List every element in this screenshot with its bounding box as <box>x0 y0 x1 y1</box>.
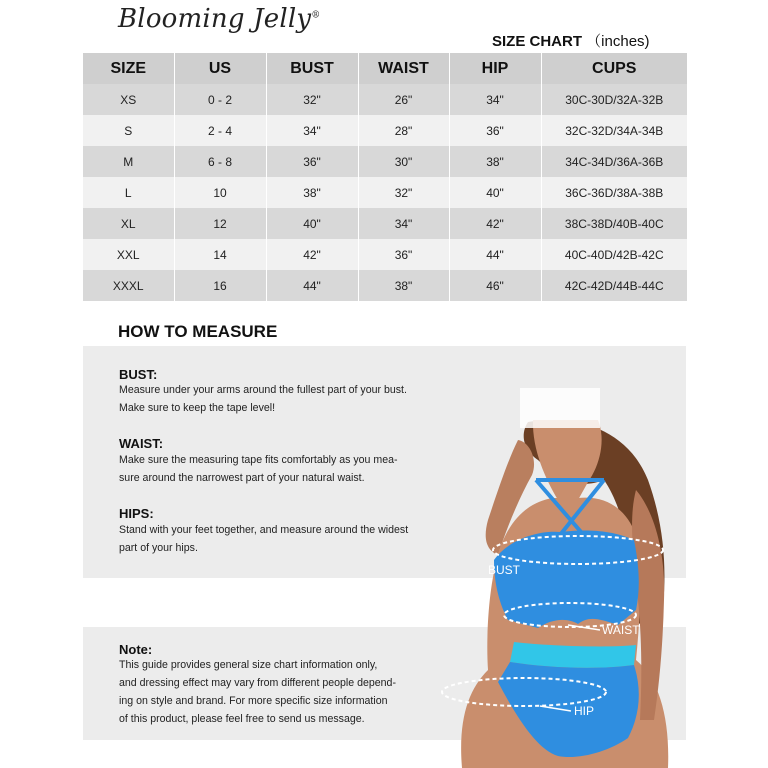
size-chart-units: （inches) <box>586 33 650 50</box>
cell-waist: 26" <box>358 84 449 115</box>
cell-bust: 32" <box>266 84 358 115</box>
cell-hip: 44" <box>449 239 541 270</box>
cell-size: XXL <box>83 239 174 270</box>
size-chart-title <box>492 30 650 51</box>
cell-cups: 42C-42D/44B-44C <box>541 270 687 301</box>
cell-bust: 34" <box>266 115 358 146</box>
cell-us: 10 <box>174 177 266 208</box>
hips-line: part of your hips. <box>119 542 198 554</box>
col-header-size: SIZE <box>83 53 174 84</box>
hip-label: HIP <box>574 704 595 718</box>
table-row <box>83 239 687 270</box>
cell-size: XS <box>83 84 174 115</box>
swimsuit-top <box>494 530 639 628</box>
cell-bust: 42" <box>266 239 358 270</box>
table-header-row <box>83 53 687 84</box>
cell-us: 2 - 4 <box>174 115 266 146</box>
image-fade <box>520 388 600 428</box>
swimsuit-model-illustration <box>428 420 696 768</box>
cell-cups: 30C-30D/32A-32B <box>541 84 687 115</box>
table-row <box>83 177 687 208</box>
waist-line: Make sure the measuring tape fits comfortably as you mea- <box>119 454 398 466</box>
cell-hip: 40" <box>449 177 541 208</box>
cell-cups: 40C-40D/42B-42C <box>541 239 687 270</box>
cell-waist: 32" <box>358 177 449 208</box>
cell-bust: 38" <box>266 177 358 208</box>
note-heading: Note: <box>119 642 153 657</box>
note-line: of this product, please feel free to send us message. <box>119 713 365 725</box>
how-to-measure-title: HOW TO MEASURE <box>118 322 278 341</box>
cell-bust: 40" <box>266 208 358 239</box>
cell-cups: 36C-36D/38A-38B <box>541 177 687 208</box>
table-row <box>83 270 687 301</box>
cell-hip: 38" <box>449 146 541 177</box>
col-header-us: US <box>174 53 266 84</box>
cell-waist: 36" <box>358 239 449 270</box>
cell-size: S <box>83 115 174 146</box>
note-line: This guide provides general size chart information only, <box>119 659 378 671</box>
cell-size: L <box>83 177 174 208</box>
hips-line: Stand with your feet together, and measure around the widest <box>119 524 409 536</box>
cell-cups: 34C-34D/36A-36B <box>541 146 687 177</box>
cell-bust: 44" <box>266 270 358 301</box>
table-row <box>83 84 687 115</box>
cell-hip: 36" <box>449 115 541 146</box>
cell-hip: 46" <box>449 270 541 301</box>
bust-label: BUST <box>488 563 521 577</box>
table-row <box>83 115 687 146</box>
col-header-waist: WAIST <box>358 53 449 84</box>
note-text <box>119 656 419 728</box>
size-chart-title-text: SIZE CHART <box>492 33 582 50</box>
waist-label: WAIST <box>602 623 640 637</box>
waist-instructions <box>119 451 429 487</box>
cell-us: 0 - 2 <box>174 84 266 115</box>
cell-waist: 30" <box>358 146 449 177</box>
cell-hip: 34" <box>449 84 541 115</box>
cell-waist: 34" <box>358 208 449 239</box>
bust-instructions <box>119 381 429 417</box>
waist-line: sure around the narrowest part of your natural waist. <box>119 472 365 484</box>
cell-us: 14 <box>174 239 266 270</box>
cell-us: 12 <box>174 208 266 239</box>
size-chart-table <box>83 53 687 301</box>
hips-heading: HIPS: <box>119 506 154 521</box>
cell-us: 6 - 8 <box>174 146 266 177</box>
cell-waist: 28" <box>358 115 449 146</box>
bust-line: Make sure to keep the tape level! <box>119 402 276 414</box>
cell-size: XL <box>83 208 174 239</box>
cell-size: M <box>83 146 174 177</box>
col-header-hip: HIP <box>449 53 541 84</box>
bust-line: Measure under your arms around the fullest part of your bust. <box>119 384 407 396</box>
hips-instructions <box>119 521 429 557</box>
cell-size: XXXL <box>83 270 174 301</box>
cell-waist: 38" <box>358 270 449 301</box>
note-line: ing on style and brand. For more specific size information <box>119 695 388 707</box>
bust-heading: BUST: <box>119 367 158 382</box>
col-header-cups: CUPS <box>541 53 687 84</box>
waist-heading: WAIST: <box>119 436 164 451</box>
col-header-bust: BUST <box>266 53 358 84</box>
cell-cups: 38C-38D/40B-40C <box>541 208 687 239</box>
table-row <box>83 208 687 239</box>
cell-bust: 36" <box>266 146 358 177</box>
brand-logo: Blooming Jelly® <box>118 4 321 34</box>
cell-cups: 32C-32D/34A-34B <box>541 115 687 146</box>
cell-hip: 42" <box>449 208 541 239</box>
note-line: and dressing effect may vary from different people depend- <box>119 677 396 689</box>
table-row <box>83 146 687 177</box>
cell-us: 16 <box>174 270 266 301</box>
model-figure <box>428 420 696 768</box>
